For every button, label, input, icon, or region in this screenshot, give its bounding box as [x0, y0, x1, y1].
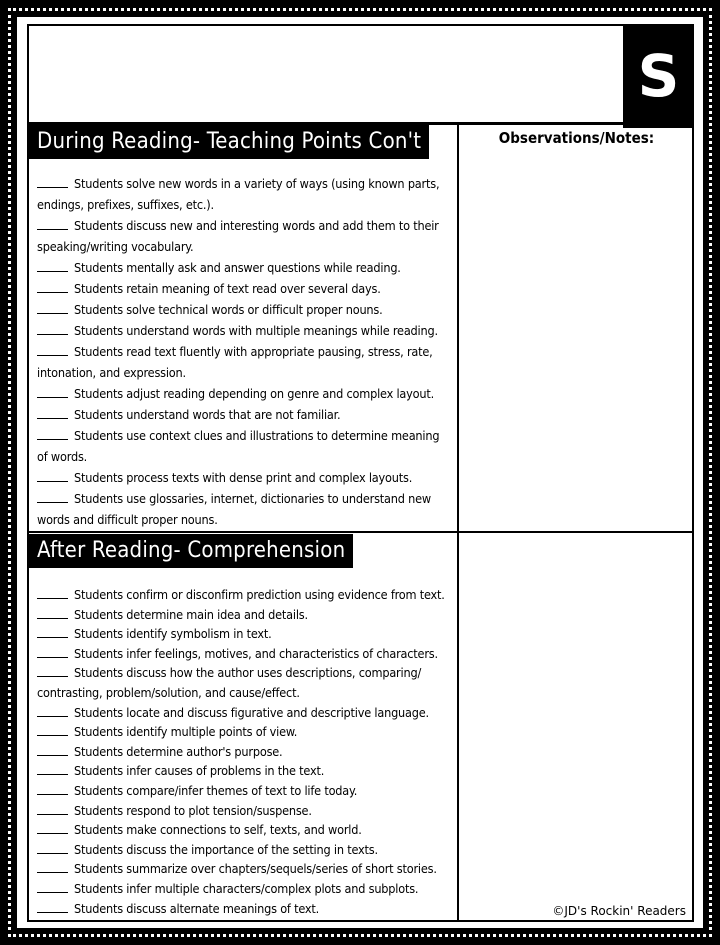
checklist-item: Students infer causes of problems in the text. — [37, 761, 449, 781]
check-blank — [37, 864, 68, 873]
checklist-item: Students use glossaries, internet, dictionaries to understand new words and difficult proper nouns. — [37, 491, 431, 527]
checklist-item: Students compare/infer themes of text to life today. — [37, 781, 449, 801]
checklist-item: Students solve new words in a variety of ways (using known parts, endings, prefixes, suffixes, etc.). — [37, 176, 440, 212]
after-reading-list — [37, 585, 449, 918]
checklist-item: Students understand words with multiple meanings while reading. — [37, 320, 449, 341]
row-divider — [29, 531, 692, 533]
checklist-item: Students discuss alternate meanings of text. — [37, 899, 449, 919]
check-blank — [37, 410, 68, 419]
check-blank — [37, 629, 68, 638]
checklist-item: Students mentally ask and answer questions while reading. — [37, 257, 449, 278]
check-blank — [37, 708, 68, 717]
during-reading-list — [37, 173, 449, 530]
observations-notes-label: Observations/Notes: — [498, 129, 655, 147]
checklist-item: Students solve technical words or difficult proper nouns. — [37, 299, 449, 320]
checklist-item: Students process texts with dense print and complex layouts. — [37, 467, 449, 488]
after-reading-title: After Reading- Comprehension — [29, 534, 353, 568]
copyright-text: ©JD's Rockin' Readers — [552, 904, 686, 918]
check-blank — [37, 389, 68, 398]
check-blank — [37, 727, 68, 736]
check-blank — [37, 668, 68, 677]
checklist-item: Students retain meaning of text read over several days. — [37, 278, 449, 299]
checklist-item: Students infer feelings, motives, and characteristics of characters. — [37, 644, 449, 664]
checklist-item: Students use context clues and illustrations to determine meaning of words. — [37, 428, 440, 464]
column-divider — [457, 125, 459, 920]
checklist-item: Students identify multiple points of view. — [37, 722, 449, 742]
check-blank — [37, 179, 68, 188]
checklist-item: Students discuss how the author uses descriptions, comparing/ contrasting, problem/solution, and cause/effect. — [37, 665, 422, 700]
check-blank — [37, 221, 68, 230]
checklist-item: Students locate and discuss figurative and descriptive language. — [37, 703, 449, 723]
check-blank — [37, 845, 68, 854]
check-blank — [37, 825, 68, 834]
check-blank — [37, 494, 68, 503]
teaching-points-grid — [27, 123, 694, 922]
checklist-item: Students read text fluently with appropriate pausing, stress, rate, intonation, and expression. — [37, 344, 433, 380]
check-blank — [37, 884, 68, 893]
check-blank — [37, 284, 68, 293]
level-badge: S — [623, 24, 694, 128]
checklist-item: Students respond to plot tension/suspense. — [37, 801, 449, 821]
checklist-item: Students determine author's purpose. — [37, 742, 449, 762]
check-blank — [37, 590, 68, 599]
checklist-item: Students understand words that are not familiar. — [37, 404, 449, 425]
check-blank — [37, 305, 68, 314]
check-blank — [37, 263, 68, 272]
check-blank — [37, 766, 68, 775]
checklist-item: Students adjust reading depending on genre and complex layout. — [37, 383, 449, 404]
check-blank — [37, 806, 68, 815]
checklist-item: Students discuss new and interesting words and add them to their speaking/writing vocabulary. — [37, 218, 439, 254]
check-blank — [37, 786, 68, 795]
checklist-item: Students summarize over chapters/sequels/series of short stories. — [37, 859, 449, 879]
check-blank — [37, 347, 68, 356]
name-box — [27, 24, 694, 124]
check-blank — [37, 904, 68, 913]
checklist-item: Students confirm or disconfirm prediction using evidence from text. — [37, 585, 449, 605]
checklist-item: Students make connections to self, texts, and world. — [37, 820, 449, 840]
checklist-item: Students discuss the importance of the setting in texts. — [37, 840, 449, 860]
check-blank — [37, 610, 68, 619]
check-blank — [37, 747, 68, 756]
worksheet-page — [17, 17, 703, 928]
checklist-item: Students infer multiple characters/complex plots and subplots. — [37, 879, 449, 899]
check-blank — [37, 326, 68, 335]
check-blank — [37, 431, 68, 440]
during-reading-title: During Reading- Teaching Points Con't — [29, 125, 429, 159]
checklist-item: Students identify symbolism in text. — [37, 624, 449, 644]
check-blank — [37, 473, 68, 482]
checklist-item: Students determine main idea and details. — [37, 605, 449, 625]
check-blank — [37, 649, 68, 658]
